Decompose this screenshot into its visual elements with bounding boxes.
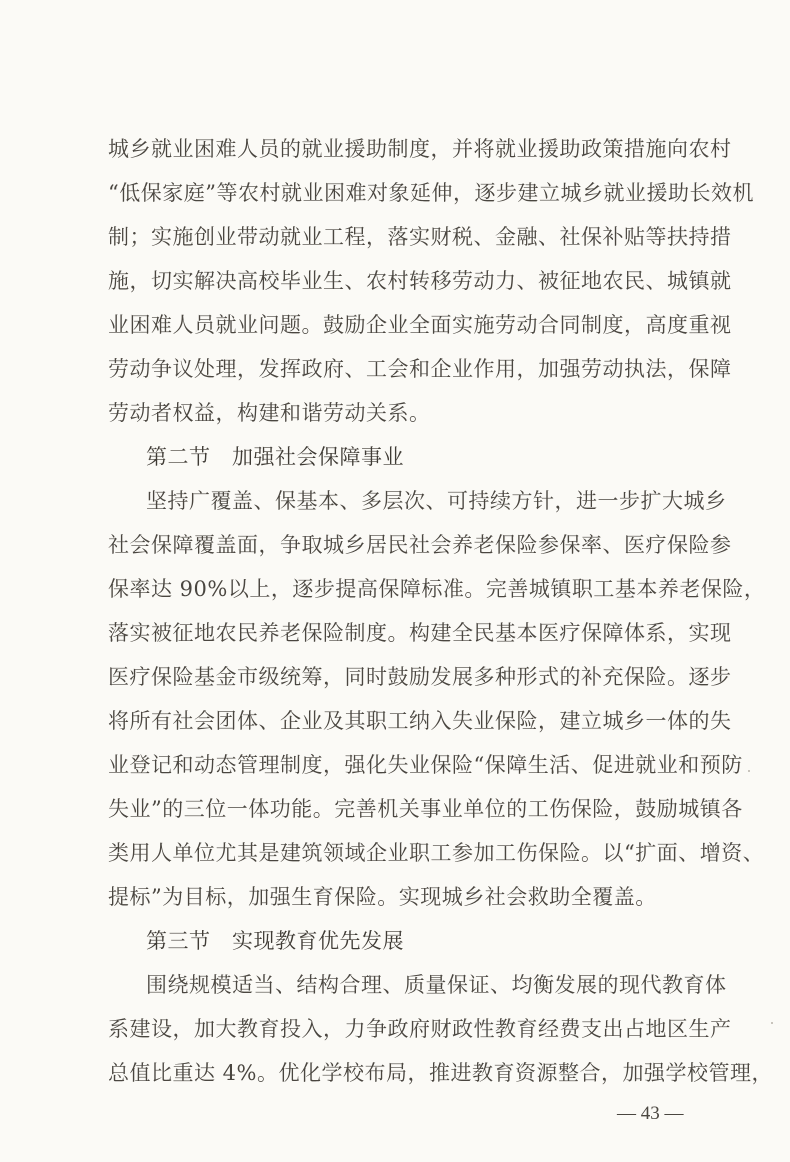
paragraph-2-line-3: 保率达 90%以上，逐步提高保障标准。完善城镇职工基本养老保险， <box>108 577 766 601</box>
paragraph-3-line-1: 围绕规模适当、结构合理、质量保证、均衡发展的现代教育体 <box>146 973 727 997</box>
paragraph-1-line-1: 城乡就业困难人员的就业援助制度，并将就业援助政策措施向农村 <box>108 137 732 161</box>
section-2-heading: 第二节 加强社会保障事业 <box>146 445 404 469</box>
paragraph-2-line-2: 社会保障覆盖面，争取城乡居民社会养老保险参保率、医疗保险参 <box>108 533 732 557</box>
paragraph-1-line-4: 施，切实解决高校毕业生、农村转移劳动力、被征地农民、城镇就 <box>108 269 732 293</box>
page-number: — 43 — <box>617 1103 684 1124</box>
paragraph-1-line-3: 制；实施创业带动就业工程，落实财税、金融、社保补贴等扶持措 <box>108 225 732 249</box>
paragraph-1-line-7: 劳动者权益，构建和谐劳动关系。 <box>108 401 431 425</box>
scan-speck <box>748 770 750 772</box>
section-3-heading: 第三节 实现教育优先发展 <box>146 929 404 953</box>
paragraph-2-line-9: 类用人单位尤其是建筑领域企业职工参加工伤保险。以“扩面、增资、 <box>108 841 765 865</box>
paragraph-1-line-5: 业困难人员就业问题。鼓励企业全面实施劳动合同制度，高度重视 <box>108 313 732 337</box>
paragraph-2-line-5: 医疗保险基金市级统筹，同时鼓励发展多种形式的补充保险。逐步 <box>108 665 732 689</box>
paragraph-2-line-7: 业登记和动态管理制度，强化失业保险“保障生活、促进就业和预防 <box>108 753 743 777</box>
paragraph-2-line-4: 落实被征地农民养老保险制度。构建全民基本医疗保障体系，实现 <box>108 621 732 645</box>
paragraph-3-line-2: 系建设，加大教育投入，力争政府财政性教育经费支出占地区生产 <box>108 1017 732 1041</box>
paragraph-2-line-6: 将所有社会团体、企业及其职工纳入失业保险，建立城乡一体的失 <box>108 709 732 733</box>
paragraph-1-line-2: “低保家庭”等农村就业困难对象延伸，逐步建立城乡就业援助长效机 <box>108 181 754 205</box>
scan-speck <box>771 1022 773 1024</box>
paragraph-1-line-6: 劳动争议处理，发挥政府、工会和企业作用，加强劳动执法，保障 <box>108 357 732 381</box>
paragraph-3-line-3: 总值比重达 4%。优化学校布局，推进教育资源整合，加强学校管理， <box>108 1061 773 1085</box>
paragraph-2-line-1: 坚持广覆盖、保基本、多层次、可持续方针，进一步扩大城乡 <box>146 489 727 513</box>
paragraph-2-line-10: 提标”为目标，加强生育保险。实现城乡社会救助全覆盖。 <box>108 885 657 909</box>
paragraph-2-line-8: 失业”的三位一体功能。完善机关事业单位的工伤保险，鼓励城镇各 <box>108 797 743 821</box>
